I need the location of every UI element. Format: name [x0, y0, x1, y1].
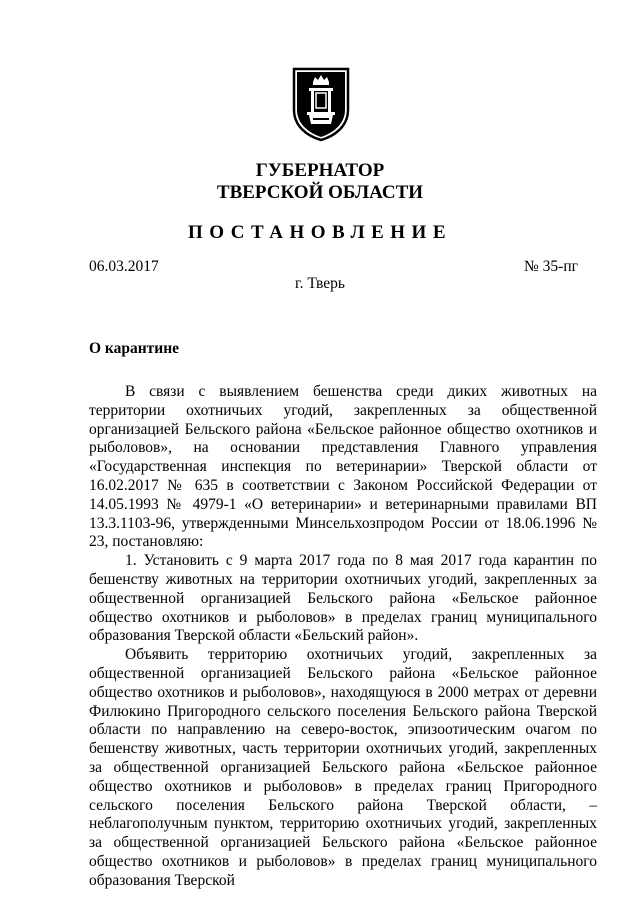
document-number: № 35-пг	[524, 258, 578, 275]
paragraph-item-1: 1. Установить с 9 марта 2017 года по 8 мая 2017 года карантин по бешенству животных на территории охотничьих угодий, закрепленных за общественной организацией Бельского района «Бельское районное общество охотников и рыболовов» в пределах границ муниципального образования Тверской области «Бельский район».	[89, 552, 597, 645]
org-title-line1: ГУБЕРНАТОР	[255, 160, 385, 181]
document-date: 06.03.2017	[89, 258, 159, 275]
document-type: ПОСТАНОВЛЕНИЕ	[187, 222, 453, 243]
document-city: г. Тверь	[295, 275, 345, 292]
coat-of-arms-icon	[291, 66, 351, 142]
paragraph-declare: Объявить территорию охотничьих угодий, закрепленных за общественной организацией Бельского района «Бельское районное общество охотников и рыболовов», находящуюся в 2000 метрах от деревни Филюкино Пригородного сельского поселения Бельского района Тверской области по направлению на северо-восток, эпизоотическим очагом по бешенству животных, часть территории охотничьих угодий, закрепленных за общественной организацией Бельского района «Бельское районное общество охотников и рыболовов» в пределах границ Пригородного сельского поселения Бельского района Тверской области, – неблагополучным пунктом, территорию охотничьих угодий, закрепленных за общественной организацией Бельского района «Бельское районное общество охотников и рыболовов» в пределах границ муниципального образования Тверской	[89, 646, 597, 889]
paragraph-preamble: В связи с выявлением бешенства среди диких животных на территории охотничьих угодий, закрепленных за общественной организацией Бельского района «Бельское районное общество охотников и рыболовов», на основании представления Главного управления «Государственная инспекция по ветеринарии» Тверской области от 16.02.2017 № 635 в соответствии с Законом Российской Федерации от 14.05.1993 № 4979-1 «О ветеринарии» и ветеринарными правилами ВП 13.3.1103-96, утвержденными Минсельхозпродом России от 18.06.1996 № 23, постановляю:	[89, 383, 597, 551]
document-subject: О карантине	[89, 340, 180, 357]
org-title-line2: ТВЕРСКОЙ ОБЛАСТИ	[216, 182, 424, 203]
document-body	[89, 383, 597, 891]
